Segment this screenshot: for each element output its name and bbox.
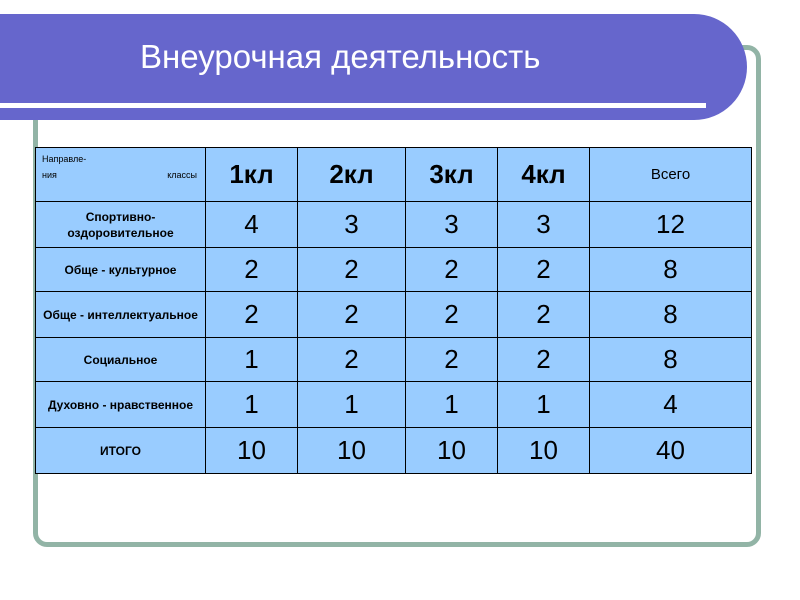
- cell-value: 2: [206, 292, 298, 338]
- cell-value: 1: [206, 338, 298, 382]
- corner-direction-label: Направле-: [42, 154, 87, 164]
- activity-table: [35, 147, 752, 474]
- cell-total: 8: [590, 338, 752, 382]
- cell-value: 10: [406, 428, 498, 474]
- header-total: Всего: [590, 148, 752, 202]
- cell-value: 3: [498, 202, 590, 248]
- cell-value: 2: [498, 338, 590, 382]
- cell-value: 3: [406, 202, 498, 248]
- header-grade-2: 2кл: [298, 148, 406, 202]
- row-label: Духовно - нравственное: [36, 382, 206, 428]
- cell-value: 1: [298, 382, 406, 428]
- cell-value: 2: [498, 248, 590, 292]
- table-row: [36, 382, 752, 428]
- table-row: [36, 292, 752, 338]
- row-label: Социальное: [36, 338, 206, 382]
- title-underline: [0, 103, 706, 108]
- cell-value: 2: [406, 338, 498, 382]
- table-header-row: [36, 148, 752, 202]
- row-label: Спортивно-оздоровительное: [36, 202, 206, 248]
- cell-value: 2: [298, 292, 406, 338]
- header-grade-1: 1кл: [206, 148, 298, 202]
- cell-value: 2: [498, 292, 590, 338]
- cell-value: 10: [206, 428, 298, 474]
- cell-value: 2: [206, 248, 298, 292]
- corner-direction-label-2: ния: [42, 170, 57, 180]
- cell-value: 1: [206, 382, 298, 428]
- header-grade-3: 3кл: [406, 148, 498, 202]
- slide-title: Внеурочная деятельность: [140, 38, 541, 75]
- row-label-total: ИТОГО: [36, 428, 206, 474]
- cell-value: 3: [298, 202, 406, 248]
- cell-value: 4: [206, 202, 298, 248]
- table-row: [36, 202, 752, 248]
- table-row-total: [36, 428, 752, 474]
- corner-classes-label: классы: [167, 170, 197, 180]
- header-grade-4: 4кл: [498, 148, 590, 202]
- corner-cell: [36, 148, 206, 202]
- table-row: [36, 248, 752, 292]
- cell-value: 10: [298, 428, 406, 474]
- cell-total: 40: [590, 428, 752, 474]
- cell-total: 8: [590, 248, 752, 292]
- cell-total: 4: [590, 382, 752, 428]
- cell-total: 12: [590, 202, 752, 248]
- cell-value: 10: [498, 428, 590, 474]
- row-label: Обще - интеллектуальное: [36, 292, 206, 338]
- cell-total: 8: [590, 292, 752, 338]
- cell-value: 2: [298, 248, 406, 292]
- cell-value: 2: [298, 338, 406, 382]
- cell-value: 1: [406, 382, 498, 428]
- row-label: Обще - культурное: [36, 248, 206, 292]
- cell-value: 1: [498, 382, 590, 428]
- cell-value: 2: [406, 292, 498, 338]
- table-row: [36, 338, 752, 382]
- cell-value: 2: [406, 248, 498, 292]
